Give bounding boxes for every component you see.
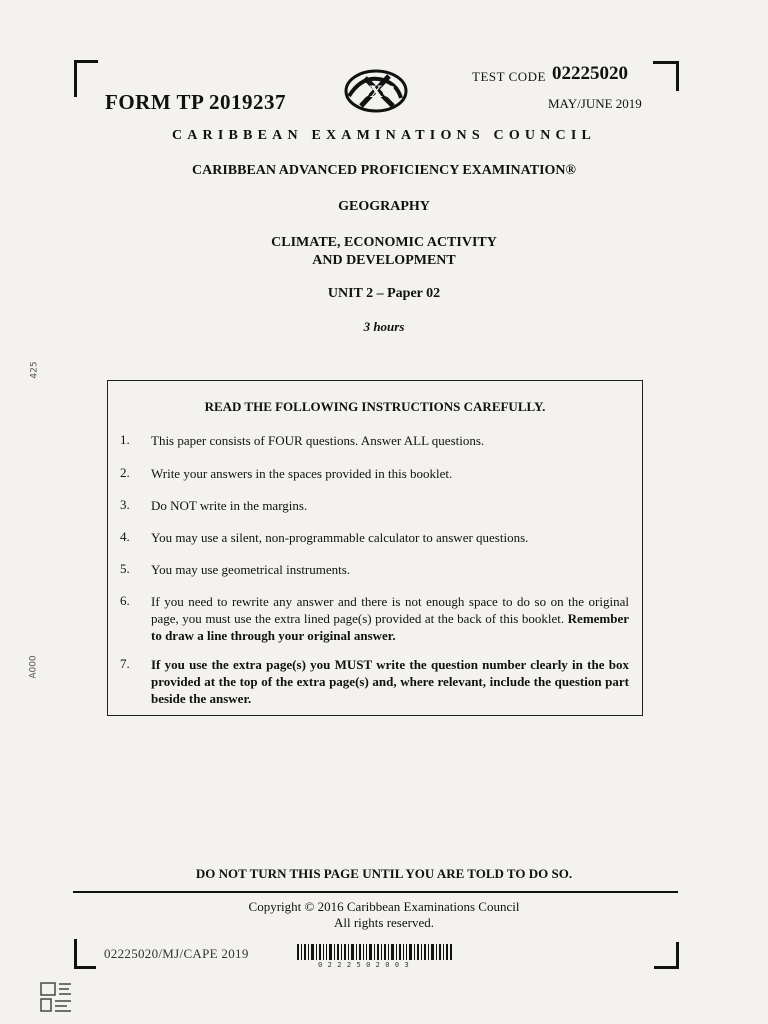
corner-mark-top-left-h	[74, 60, 98, 63]
footer-code: 02225020/MJ/CAPE 2019	[104, 946, 249, 961]
instruction-number: 3.	[120, 497, 130, 512]
corner-mark-bottom-right-h	[654, 966, 679, 969]
council-name: CARIBBEAN EXAMINATIONS COUNCIL	[171, 128, 597, 143]
scan-stamp-icon	[37, 980, 77, 1014]
instruction-number: 7.	[120, 656, 130, 671]
margin-mark-middle: A000	[28, 655, 39, 679]
corner-mark-top-right-v	[676, 61, 679, 91]
divider	[73, 891, 678, 893]
margin-mark-top: 425	[29, 361, 40, 379]
unit-paper: UNIT 2 – Paper 02	[327, 286, 441, 301]
instruction-number: 6.	[120, 593, 130, 608]
instruction-text: Do NOT write in the margins.	[151, 498, 308, 513]
copyright-line2: All rights reserved.	[333, 915, 434, 930]
test-code-value: 02225020	[552, 63, 628, 84]
copyright-line1: Copyright © 2016 Caribbean Examinations Council	[248, 899, 520, 914]
copyright-notice	[0, 899, 768, 931]
paper-title-line1: CLIMATE, ECONOMIC ACTIVITY	[271, 235, 497, 250]
svg-text:CXC: CXC	[357, 82, 395, 101]
instruction-number: 1.	[120, 432, 130, 447]
corner-mark-top-right-h	[653, 61, 679, 64]
instruction-text	[151, 593, 629, 644]
form-number: FORM TP 2019237	[105, 90, 286, 114]
do-not-turn-warning: DO NOT TURN THIS PAGE UNTIL YOU ARE TOLD TO DO SO.	[195, 866, 573, 881]
instruction-text: You may use geometrical instruments.	[151, 562, 351, 577]
instruction-text: This paper consists of FOUR questions. Answer ALL questions.	[151, 433, 485, 448]
instruction-number: 2.	[120, 465, 130, 480]
paper-title-line2: AND DEVELOPMENT	[312, 253, 456, 268]
instruction-number: 5.	[120, 561, 130, 576]
instruction-text: If you use the extra page(s) you MUST write the question number clearly in the box provided at the top of the extra page(s) and, where relevant, include the question part beside the answer.	[151, 657, 629, 706]
cxc-logo	[343, 66, 409, 116]
instruction-text-regular: If you need to rewrite any answer and there is not enough space to do so on the original page, you must use the extra lined page(s) provided at the back of this booklet.	[151, 594, 629, 626]
corner-mark-bottom-left-h	[74, 966, 96, 969]
corner-mark-bottom-left-v	[74, 939, 77, 969]
paper-title	[0, 234, 768, 270]
exam-session: MAY/JUNE 2019	[548, 96, 642, 111]
corner-mark-top-left-v	[74, 60, 77, 97]
test-code-label: TEST CODE	[472, 69, 546, 84]
instruction-number: 4.	[120, 529, 130, 544]
exam-duration: 3 hours	[363, 319, 405, 334]
corner-mark-bottom-right-v	[676, 942, 679, 969]
instruction-text: Write your answers in the spaces provided in this booklet.	[151, 466, 453, 481]
instruction-text: You may use a silent, non-programmable calculator to answer questions.	[151, 530, 529, 545]
instruction-text-bold: Remember to draw a line through your original answer.	[151, 611, 630, 643]
exam-name: CARIBBEAN ADVANCED PROFICIENCY EXAMINATION®	[192, 163, 576, 178]
instructions-heading: READ THE FOLLOWING INSTRUCTIONS CAREFULLY.	[204, 399, 546, 414]
barcode-digits: 0222502003	[318, 961, 415, 969]
subject-name: GEOGRAPHY	[338, 199, 430, 214]
